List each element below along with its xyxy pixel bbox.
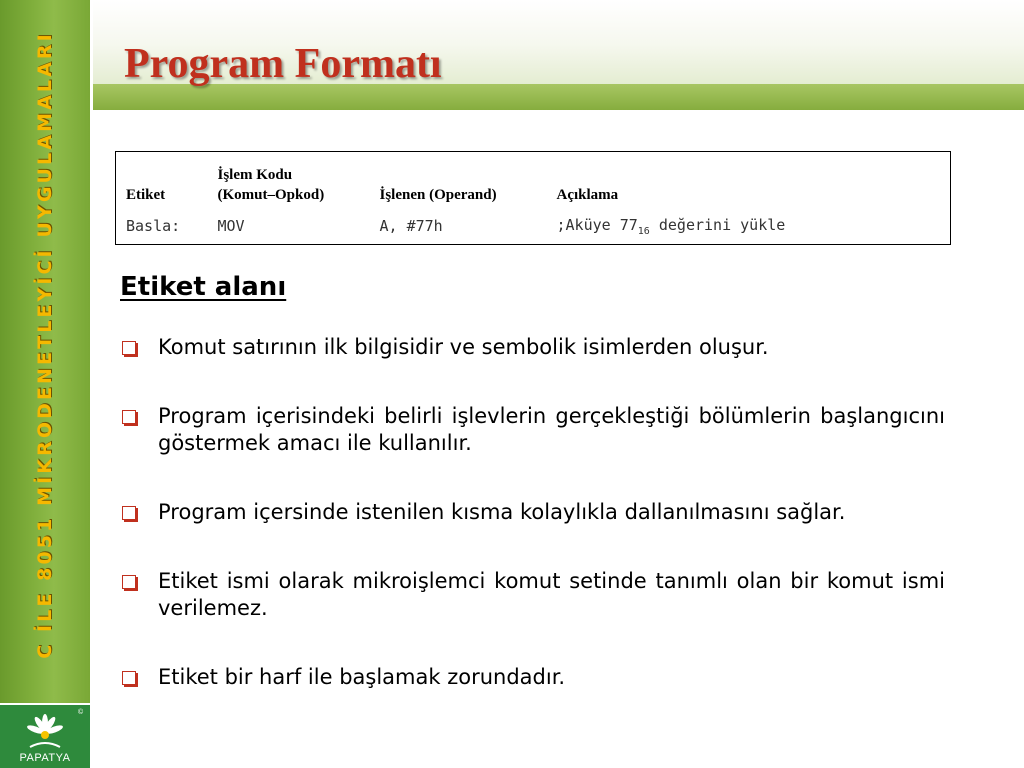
- header-opcode-line2: (Komut–Opkod): [217, 186, 325, 203]
- logo-text: PAPATYA: [19, 752, 71, 764]
- cell-comment-suffix: değerini yükle: [649, 215, 786, 234]
- bullet-list: [122, 334, 945, 691]
- bullet-text: Program içersinde istenilen kısma kolaylıkla dallanılmasını sağlar.: [158, 500, 846, 524]
- list-item: [122, 334, 945, 361]
- list-item: [122, 403, 945, 457]
- checkbox-bullet-icon: [122, 575, 136, 589]
- bullet-text: Etiket ismi olarak mikroişlemci komut setinde tanımlı olan bir komut ismi verilemez.: [158, 569, 945, 620]
- cell-label: Basla:: [126, 217, 181, 236]
- page-title: Program Formatı: [124, 41, 442, 87]
- bullet-text: Program içerisindeki belirli işlevlerin gerçekleştiği bölümlerin başlangıcını göstermek amacı ile kullanılır.: [158, 404, 945, 455]
- program-format-table: [115, 151, 951, 245]
- header-label: Etiket: [126, 186, 166, 203]
- cell-operand: A, #77h: [379, 217, 443, 236]
- list-item: [122, 499, 945, 526]
- cell-comment: [547, 213, 951, 245]
- checkbox-bullet-icon: [122, 506, 136, 520]
- header-opcode: [208, 152, 370, 213]
- table-header-row: [116, 152, 951, 213]
- checkbox-bullet-icon: [122, 410, 136, 424]
- list-item: [122, 664, 945, 691]
- header-opcode-line1: İşlem Kodu: [217, 166, 293, 183]
- checkbox-bullet-icon: [122, 341, 136, 355]
- sidebar-banner: [0, 0, 90, 768]
- papatya-logo: [0, 703, 90, 768]
- header-operand: İşlenen (Operand): [379, 186, 497, 203]
- list-item: [122, 568, 945, 622]
- header-comment: Açıklama: [556, 186, 619, 203]
- sidebar-title: C İLE 8051 MİKRODENETLEYİCİ UYGULAMALARI: [34, 31, 56, 659]
- copyright-mark: ©: [78, 709, 84, 716]
- bullet-text: Etiket bir harf ile başlamak zorundadır.: [158, 665, 566, 689]
- daisy-icon: [22, 711, 68, 751]
- section-heading: Etiket alanı: [120, 272, 287, 302]
- cell-opcode: MOV: [217, 217, 245, 236]
- cell-comment-prefix: ;Aküye 77: [556, 215, 638, 234]
- cell-comment-subscript: 16: [637, 225, 650, 237]
- checkbox-bullet-icon: [122, 671, 136, 685]
- bullet-text: Komut satırının ilk bilgisidir ve sembolik isimlerden oluşur.: [158, 335, 769, 359]
- table-row: [116, 213, 951, 245]
